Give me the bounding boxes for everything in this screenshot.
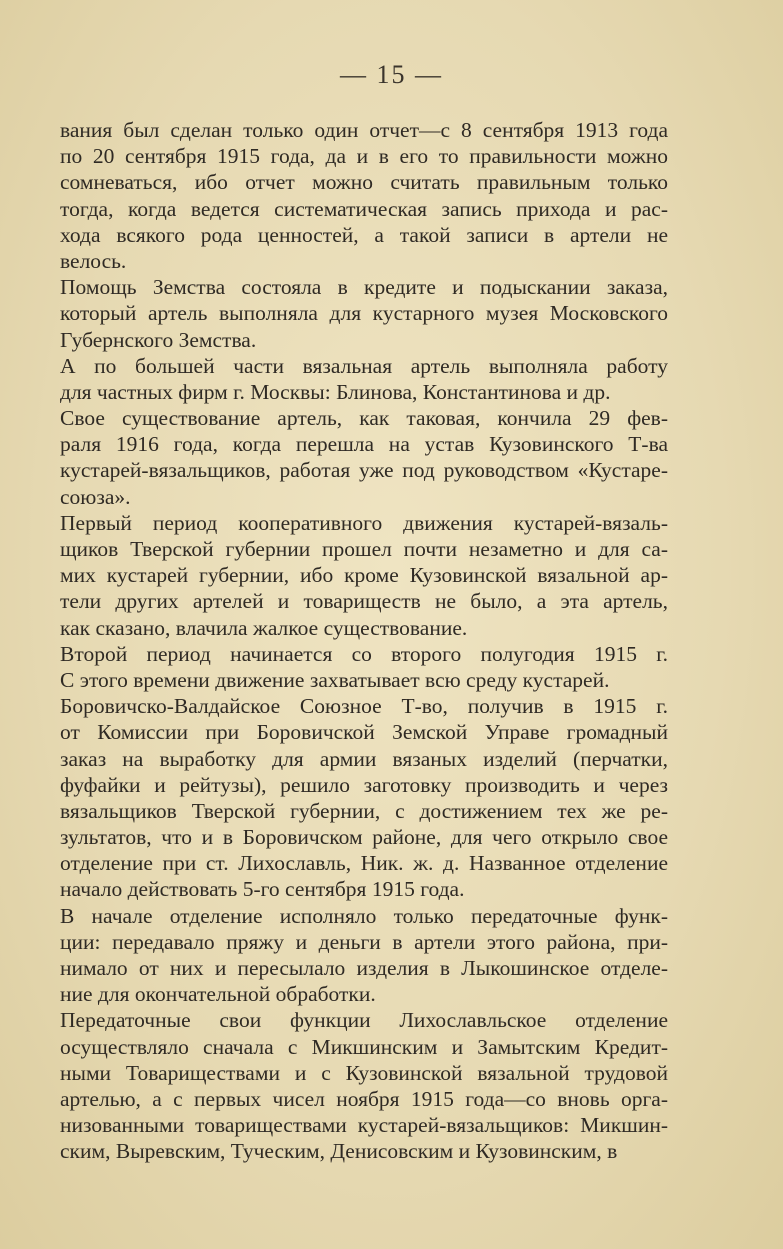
paragraph (60, 1007, 668, 1164)
text-line: артелью, а с первых чисел ноября 1915 года—со вновь орга- (60, 1086, 668, 1111)
text-line: Передаточные свои функции Лихославльское отделение (60, 1008, 668, 1033)
text-line: щиков Тверской губернии прошел почти незаметно и для са- (60, 537, 668, 561)
text-line: С этого времени движение захватывает всю среду кустарей. (60, 667, 610, 692)
text-line: фуфайки и рейтузы), решило заготовку производить и через (60, 772, 668, 797)
text-line: который артель выполняла для кустарного музея Московского (60, 301, 668, 326)
text-line: по 20 сентября 1915 года, да и в его то правильности можно (60, 144, 668, 169)
text-line: осуществляло сначала с Микшинским и Замытским Кредит- (60, 1034, 668, 1059)
text-line: вания был сделан только один отчет—с 8 сентября 1913 года (60, 118, 668, 142)
text-line: союза». (60, 484, 131, 509)
paragraph (60, 353, 668, 405)
text-line: велось. (60, 248, 127, 273)
text-line: мих кустарей губернии, ибо кроме Кузовинской вязальной ар- (60, 563, 668, 588)
paragraph (60, 117, 668, 274)
text-line: Боровичско-Валдайское Союзное Т-во, получив в 1915 г. (60, 694, 668, 719)
text-line: ским, Выревским, Туческим, Денисовским и Кузовинским, в (60, 1139, 618, 1164)
text-line: тогда, когда ведется систематическая запись прихода и рас- (60, 196, 668, 221)
paragraph (60, 510, 668, 641)
page-number: — 15 — (340, 60, 443, 89)
text-line: низованными товариществами кустарей-вязальщиков: Микшин- (60, 1113, 668, 1138)
text-line: начало действовать 5-го сентября 1915 года. (60, 877, 465, 902)
text-line: А по большей части вязальная артель выполняла работу (60, 353, 668, 378)
text-line: для частных фирм г. Москвы: Блинова, Константинова и др. (60, 379, 611, 404)
text-line: ными Товариществами и с Кузовинской вязальной трудовой (60, 1060, 668, 1085)
text-line: ции: передавало пряжу и деньги в артели этого района, при- (60, 929, 668, 954)
paragraph (60, 274, 668, 353)
text-line: В начале отделение исполняло только передаточные функ- (60, 903, 668, 928)
text-line: отделение при ст. Лихославль, Ник. ж. д. Названное отделение (60, 851, 668, 876)
paragraph (60, 641, 668, 693)
text-line: от Комиссии при Боровичской Земской Управе громадный (60, 720, 668, 745)
body-text (60, 117, 668, 1165)
text-line: раля 1916 года, когда перешла на устав Кузовинского Т-ва (60, 432, 668, 457)
text-line: Губернского Земства. (60, 327, 257, 352)
text-line: Второй период начинается со второго полугодия 1915 г. (60, 641, 668, 666)
text-line: ние для окончательной обработки. (60, 982, 376, 1007)
text-line: вязальщиков Тверской губернии, с достижением тех же ре- (60, 798, 668, 823)
text-line: Помощь Земства состояла в кредите и подыскании заказа, (60, 275, 668, 300)
text-line: Свое существование артель, как таковая, кончила 29 фев- (60, 406, 668, 431)
paragraph (60, 693, 668, 903)
text-line: кустарей-вязальщиков, работая уже под руководством «Кустаре- (60, 458, 668, 483)
paragraph (60, 903, 668, 1008)
text-line: как сказано, влачила жалкое существование. (60, 615, 468, 640)
text-line: тели других артелей и товариществ не было, а эта артель, (60, 589, 668, 614)
text-line: Первый период кооперативного движения кустарей-вязаль- (60, 510, 668, 535)
text-line: зультатов, что и в Боровичском районе, для чего открыло свое (60, 825, 668, 850)
text-line: хода всякого рода ценностей, а такой записи в артели не (60, 222, 668, 247)
text-line: нимало от них и пересылало изделия в Лыкошинское отделе- (60, 956, 668, 980)
text-line: сомневаться, ибо отчет можно считать правильным только (60, 170, 668, 195)
paragraph (60, 405, 668, 510)
text-line: заказ на выработку для армии вязаных изделий (перчатки, (60, 746, 668, 771)
